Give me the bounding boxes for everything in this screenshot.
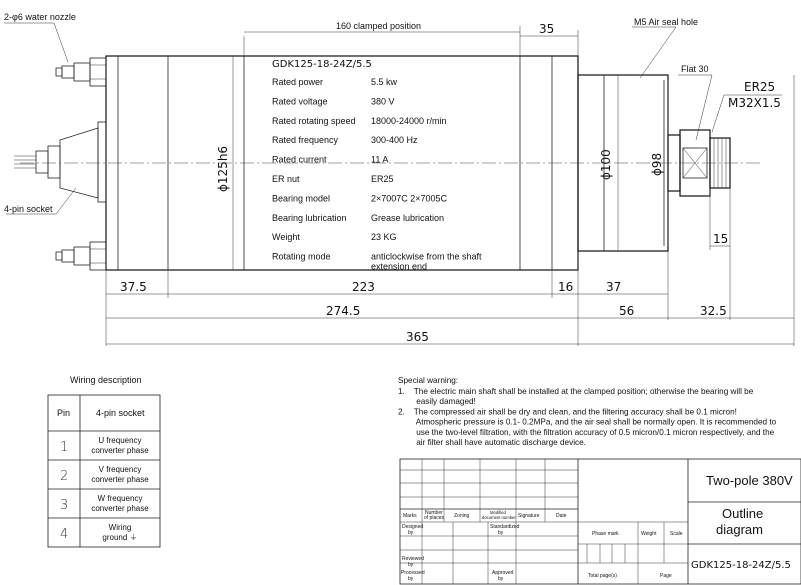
bottom-dimensions [106,75,794,346]
dim-16: 16 [558,280,574,294]
tb-reviewed: Reviewed [402,556,424,562]
water-nozzle-top [56,58,106,86]
tb-modified: Modified [490,510,506,515]
wiring-desc-line1: V frequency [98,465,142,474]
clamped-label: 160 clamped position [336,21,422,31]
tb-page: Page [660,573,672,579]
wiring-pin: 3 [60,498,69,513]
spec-label: Bearing model [272,193,331,204]
tb-signature: Signature [518,513,540,519]
spec-table [272,77,482,272]
tb-type: Two-pole 380V [706,473,793,488]
tb-processed-by: by [408,576,414,582]
warning-line: easily damaged! [398,397,476,407]
wiring-desc-line1: Wiring [108,523,132,532]
spec-label: ER nut [272,174,300,184]
tb-number: Number [425,510,443,516]
dia-98: ϕ98 [650,152,664,176]
tb-marks: Marks [403,513,417,519]
dia-125: ϕ125h6 [216,145,230,192]
spec-value: 23 KG [371,232,397,243]
spec-label: Rated power [272,77,324,87]
tb-total-pages: Total page(s) [588,573,617,579]
tb-standardized-by: by [498,530,504,536]
wiring-desc-line2: ground ⏚ [102,533,138,542]
tb-phase-mark: Phase mark [592,531,619,537]
tb-diagram: diagram [716,522,763,537]
spec-value: 300-400 Hz [371,135,418,146]
spec-label: Rotating mode [272,251,331,262]
spec-value: Grease lubrication [371,212,445,223]
water-nozzle-bottom [56,242,106,270]
spec-value: ER25 [371,174,394,184]
tb-designed: Designed [402,524,424,530]
warning-line: 1. The electric main shaft shall be installed at the clamped position; otherwise the bearing will be [398,387,754,396]
warning-title: Special warning: [398,376,459,385]
dim-223: 223 [352,280,375,294]
spec-label: Rated current [272,154,327,165]
dim-56: 56 [619,304,635,318]
spec-value: 5.5 kw [371,77,398,87]
tb-processed: Processed [401,570,425,576]
warning-line: use the two-level filtration, with the filtration accuracy of 0.5 micron/0.1 micron respectively, and the [398,427,775,437]
dim-35: 35 [539,22,555,36]
dim-37: 37 [606,280,622,294]
wiring-pin: 4 [60,527,69,542]
warning-line: 2. The compressed air shall be dry and clean, and the filtering accuracy shall be 0.1 micron! [398,407,737,417]
tb-approved: Approved [492,570,514,576]
tb-standardized: Standardized [490,524,520,530]
wiring-title: Wiring description [70,375,142,385]
spec-value: anticlockwise from the shaft [371,251,482,262]
dim-37-5: 37.5 [120,280,147,294]
wiring-desc-line2: converter phase [91,446,149,455]
tb-doc-number: document number [482,515,516,520]
dim-274-5: 274.5 [326,304,361,318]
air-hole-label: M5 Air seal hole [634,17,699,27]
spec-value: 11 A [371,154,389,165]
wiring-col-pin: Pin [57,408,71,418]
tb-approved-by: by [498,576,504,582]
tb-model: GDK125-18-24Z/5.5 [691,560,791,571]
tb-zoning: Zoning [454,513,470,519]
wiring-desc-line2: converter phase [91,504,149,513]
water-nozzle-label: 2-φ6 water nozzle [4,12,76,22]
socket-label: 4-pin socket [4,204,53,214]
spec-value-cont: extension end [371,261,428,272]
warning-text [398,387,777,447]
wiring-desc-line1: U frequency [98,436,142,445]
er-label: ER25 [744,80,776,94]
tb-places: of places [424,515,445,521]
wiring-col-socket: 4-pin socket [96,408,145,418]
wiring-desc-line1: W frequency [97,494,143,503]
dim-15: 15 [713,232,729,246]
spec-label: Rated rotating speed [272,115,356,126]
warning-line: Atmospheric pressure is 0.1- 0.2MPa, and the air seal shall be normally open. It is recommended to [398,417,777,427]
tb-date: Date [556,513,567,519]
model-label: GDK125-18-24Z/5.5 [272,59,372,70]
tb-outline: Outline [722,506,764,521]
wiring-pin: 2 [60,469,69,484]
tb-reviewed-by: by [408,562,414,568]
spec-label: Weight [272,232,300,243]
socket-4pin [14,122,106,202]
wiring-pin: 1 [60,440,69,455]
dim-32-5: 32.5 [700,304,727,318]
tb-weight: Weight [641,531,657,537]
spec-label: Rated frequency [272,135,339,146]
warning-line: air filter shall have automatic discharge device. [398,438,586,447]
flat-label: Flat 30 [681,64,709,74]
wiring-desc-line2: converter phase [91,475,149,484]
tb-designed-by: by [408,530,414,536]
thread-label: M32X1.5 [728,96,781,110]
spec-value: 2×7007C 2×7005C [371,193,448,204]
spec-value: 380 V [371,96,395,107]
tb-scale: Scale [670,531,683,537]
spec-label: Rated voltage [272,96,328,107]
dia-100: ϕ100 [599,149,613,180]
dim-365: 365 [406,330,429,344]
spec-label: Bearing lubrication [272,212,347,223]
spec-value: 18000-24000 r/min [371,115,447,126]
